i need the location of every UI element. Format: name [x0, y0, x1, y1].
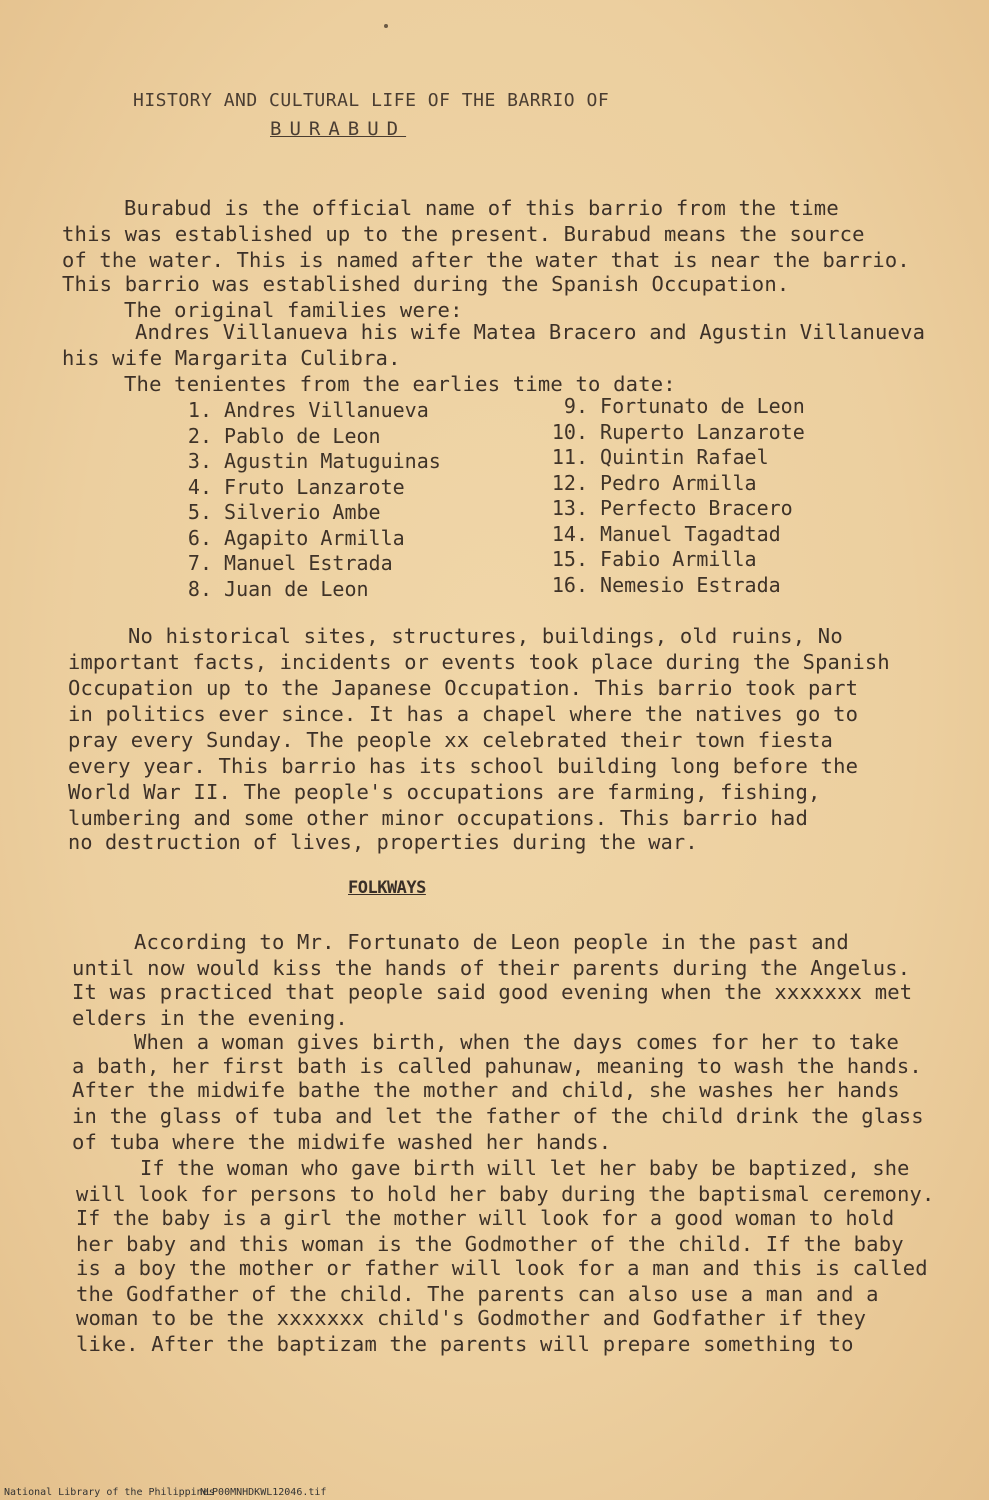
folkways-line: is a boy the mother or father will look for a man and this is called: [76, 1256, 928, 1280]
teniente-name: Perfecto Bracero: [600, 496, 793, 520]
teniente-list-item: [548, 496, 793, 520]
teniente-name: Manuel Tagadtad: [600, 521, 781, 546]
teniente-number: 16.: [551, 572, 588, 597]
teniente-name: Andres Villanueva: [224, 398, 429, 422]
punch-mark: [384, 24, 388, 28]
folkways-line: like. After the baptizam the parents will prepare something to: [76, 1332, 854, 1356]
teniente-list-item: [548, 445, 769, 469]
teniente-list-item: [548, 573, 781, 597]
folkways-line: woman to be the xxxxxxx child's Godmother and Godfather if they: [76, 1306, 867, 1330]
folkways-line: a bath, her first bath is called pahunaw, meaning to wash the hands.: [72, 1054, 922, 1078]
teniente-name: Nemesio Estrada: [600, 572, 781, 597]
teniente-name: Fabio Armilla: [600, 547, 757, 571]
teniente-list-item: [548, 394, 805, 418]
teniente-list-item: [186, 526, 405, 550]
intro-line: This barrio was established during the Spanish Occupation.: [62, 272, 790, 296]
history-line: every year. This barrio has its school building long before the: [68, 754, 859, 778]
folkways-line: If the woman who gave birth will let her baby be baptized, she: [140, 1156, 910, 1180]
folkways-line: will look for persons to hold her baby during the baptismal ceremony.: [76, 1182, 935, 1206]
teniente-number: 2.: [187, 423, 212, 448]
teniente-list-item: [548, 420, 805, 444]
folkways-line: According to Mr. Fortunato de Leon people in the past and: [134, 930, 849, 954]
history-line: lumbering and some other minor occupations. This barrio had: [68, 806, 808, 830]
teniente-number: 14.: [551, 521, 588, 546]
intro-line: of the water. This is named after the water that is near the barrio.: [62, 248, 910, 272]
teniente-number: 5.: [187, 500, 212, 524]
teniente-name: Fruto Lanzarote: [224, 474, 405, 499]
teniente-name: Agapito Armilla: [224, 525, 405, 550]
intro-line: Burabud is the official name of this barrio from the time: [124, 196, 839, 220]
teniente-number: 6.: [187, 525, 212, 550]
folkways-line: It was practiced that people said good evening when the xxxxxxx met: [72, 980, 913, 1004]
teniente-list-item: [186, 449, 441, 473]
history-line: Occupation up to the Japanese Occupation. This barrio took part: [68, 676, 859, 700]
folkways-line: elders in the evening.: [72, 1006, 348, 1030]
document-title: HISTORY AND CULTURAL LIFE OF THE BARRIO OF: [133, 90, 610, 111]
teniente-name: Juan de Leon: [224, 576, 369, 601]
teniente-name: Pedro Armilla: [600, 470, 757, 495]
teniente-name: Manuel Estrada: [224, 551, 393, 575]
intro-line: his wife Margarita Culibra.: [62, 346, 401, 370]
teniente-number: 12.: [551, 470, 588, 495]
teniente-list-item: [186, 398, 429, 422]
folkways-line: When a woman gives birth, when the days comes for her to take: [134, 1030, 900, 1054]
intro-line: The original families were:: [124, 298, 463, 322]
folkways-line: in the glass of tuba and let the father of the child drink the glass: [72, 1104, 924, 1128]
folkways-line: until now would kiss the hands of their parents during the Angelus.: [72, 956, 911, 980]
teniente-list-item: [548, 522, 781, 546]
intro-line: The tenientes from the earlies time to date:: [124, 372, 676, 396]
teniente-name: Ruperto Lanzarote: [600, 419, 805, 444]
teniente-list-item: [186, 551, 393, 575]
teniente-name: Fortunato de Leon: [600, 394, 805, 418]
folkways-heading: FOLKWAYS: [348, 878, 426, 898]
teniente-name: Agustin Matuguinas: [224, 449, 441, 473]
teniente-list-item: [186, 424, 381, 448]
teniente-list-item: [186, 500, 381, 524]
teniente-number: 11.: [551, 445, 588, 469]
history-line: pray every Sunday. The people xx celebrated their town fiesta: [68, 728, 834, 752]
teniente-name: Quintin Rafael: [600, 445, 769, 469]
history-line: World War II. The people's occupations are farming, fishing,: [68, 780, 821, 804]
barrio-name-title: BURABUD: [270, 118, 407, 140]
folkways-line: her baby and this woman is the Godmother of the child. If the baby: [76, 1232, 904, 1256]
teniente-number: 8.: [187, 576, 212, 601]
teniente-name: Silverio Ambe: [224, 500, 381, 524]
folkways-line: the Godfather of the child. The parents can also use a man and a: [76, 1282, 879, 1306]
teniente-number: 9.: [563, 394, 588, 418]
intro-line: this was established up to the present. Burabud means the source: [62, 222, 865, 246]
history-line: No historical sites, structures, buildings, old ruins, No: [128, 624, 843, 648]
intro-line: Andres Villanueva his wife Matea Bracero and Agustin Villanueva: [135, 320, 926, 344]
teniente-number: 13.: [551, 496, 588, 520]
folkways-line: After the midwife bathe the mother and child, she washes her hands: [72, 1078, 900, 1102]
teniente-list-item: [186, 577, 369, 601]
history-line: no destruction of lives, properties during the war.: [68, 830, 698, 854]
footer-filename: NLP00MNHDKWL12046.tif: [200, 1487, 327, 1498]
teniente-number: 4.: [187, 474, 212, 499]
teniente-list-item: [186, 475, 405, 499]
teniente-list-item: [548, 547, 757, 571]
teniente-list-item: [548, 471, 757, 495]
folkways-line: If the baby is a girl the mother will look for a good woman to hold: [76, 1206, 895, 1230]
history-line: important facts, incidents or events took place during the Spanish: [68, 650, 890, 674]
teniente-number: 10.: [551, 419, 588, 444]
teniente-number: 3.: [187, 449, 212, 473]
teniente-name: Pablo de Leon: [224, 423, 381, 448]
folkways-line: of tuba where the midwife washed her hands.: [72, 1130, 612, 1154]
teniente-number: 1.: [187, 398, 212, 422]
teniente-number: 7.: [187, 551, 212, 575]
footer-source: National Library of the Philippines: [4, 1487, 215, 1498]
teniente-number: 15.: [551, 547, 588, 571]
history-line: in politics ever since. It has a chapel where the natives go to: [68, 702, 859, 726]
